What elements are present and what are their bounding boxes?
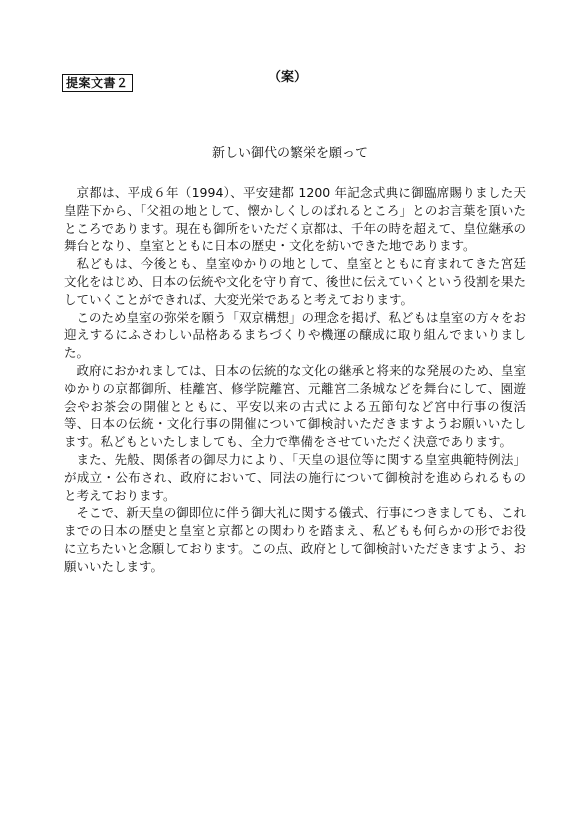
draft-mark: （案）	[268, 70, 308, 85]
document-title: 新しい御代の繁栄を願って	[211, 146, 368, 161]
document-body	[64, 184, 526, 576]
paragraph: 私どもは、今後とも、皇室ゆかりの地として、皇室とともに育まれてきた宮廷文化をはじめ、日本の伝統や文化を守り育て、後世に伝えていくという役割を果たしていくことができれば、大変光栄であると考えております。	[64, 256, 526, 307]
paragraph: そこで、新天皇の御即位に伴う御大礼に関する儀式、行事につきましても、これまでの日本の歴史と皇室と京都との関わりを踏まえ、私どもも何らかの形でお役に立ちたいと念願しております。この点、政府として御検討いただきますよう、お願いいたします。	[64, 505, 527, 574]
paragraph: 政府におかれましては、日本の伝統的な文化の継承と将来的な発展のため、皇室ゆかりの京都御所、桂離宮、修学院離宮、元離宮二条城などを舞台にして、園遊会やお茶会の開催とともに、平安以来の古式による五節句など宮中行事の復活等、日本の伝統・文化行事の開催について御検討いただきますようお願いいたします。私どもといたしましても、全力で準備をさせていただく決意であります。	[64, 362, 527, 450]
paragraph: また、先般、関係者の御尽力により、「天皇の退位等に関する皇室典範特例法」が成立・公布され、政府において、同法の施行について御検討を進められるものと考えております。	[64, 451, 526, 503]
document-label: 提案文書２	[62, 74, 133, 92]
paragraph: このため皇室の弥栄を願う「双京構想」の理念を掲げ、私どもは皇室の方々をお迎えするにふさわしい品格あるまちづくりや機運の醸成に取り組んでまいりました。	[64, 309, 527, 361]
paragraph: 京都は、平成６年（1994）、平安建都 1200 年記念式典に御臨席賜りました天皇陛下から、「父祖の地として、懐かしくしのばれるところ」とのお言葉を頂いたところであります。現在も御所をいただく京都は、千年の時を超えて、皇位継承の舞台となり、皇室とともに日本の歴史・文化を紡いできた地であります。	[64, 185, 526, 254]
